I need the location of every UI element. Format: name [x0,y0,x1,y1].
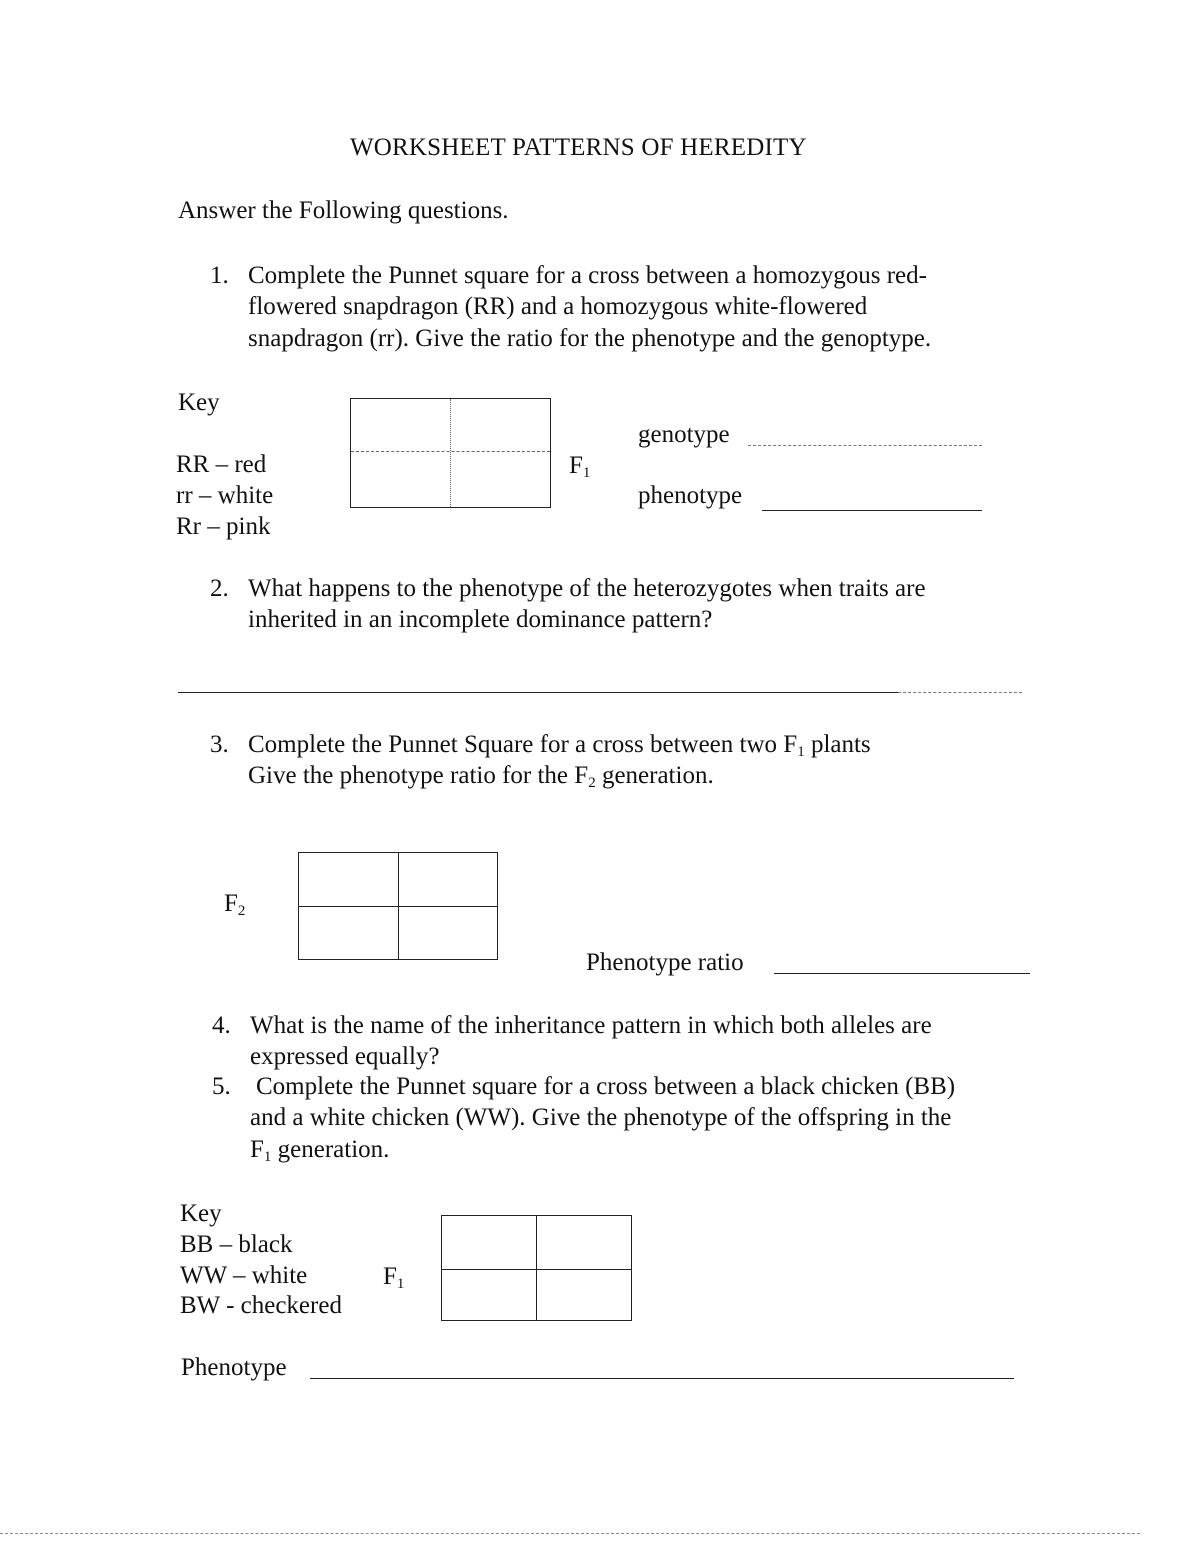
q1-key-item: rr – white [176,482,274,509]
q1-phenotype-answer-line[interactable] [762,510,982,511]
q3-ratio-label: Phenotype ratio [586,949,744,976]
scan-edge-line [0,1533,1140,1534]
punnett-divider [450,399,451,507]
q5-key-item: BW - checkered [180,1292,342,1319]
q5-text-line: and a white chicken (WW). Give the phenotype of the offspring in the [250,1104,952,1131]
q3-text-line: Complete the Punnet Square for a cross between two $F_1$ plants [248,731,871,760]
punnett-divider [299,906,497,907]
q4-text-line: expressed equally? [250,1043,440,1070]
q2-answer-line-end [898,692,1022,693]
instructions: Answer the Following questions. [178,197,509,224]
q5-number: 5. [212,1073,231,1100]
punnett-divider [351,451,550,452]
q5-phenotype-answer-line[interactable] [310,1378,1014,1379]
q1-phenotype-label: phenotype [638,482,743,509]
q3-generation-label: $F_2$ [224,890,246,919]
q1-text-line: Complete the Punnet square for a cross between a homozygous red- [248,262,927,289]
q2-answer-line[interactable] [178,692,898,693]
q4-text-line: What is the name of the inheritance pattern in which both alleles are [250,1012,932,1039]
q1-genotype-answer-line[interactable] [748,445,982,446]
q3-text-line: Give the phenotype ratio for the $F_2$ generation. [248,762,714,791]
q2-text-line: What happens to the phenotype of the heterozygotes when traits are [248,575,926,602]
q5-generation-label: $F_1$ [383,1263,405,1292]
q1-text-line: snapdragon (rr). Give the ratio for the phenotype and the genoptype. [248,325,932,352]
q4-number: 4. [212,1012,231,1039]
q3-punnett-square[interactable] [298,852,498,960]
q5-key-item: BB – black [180,1231,293,1258]
q1-key-item: RR – red [176,451,267,478]
q1-genotype-label: genotype [638,421,730,448]
q5-punnett-square[interactable] [441,1215,632,1321]
q5-key-item: WW – white [180,1262,308,1289]
q1-text-line: flowered snapdragon (RR) and a homozygous white-flowered [248,293,868,320]
punnett-divider [442,1269,631,1270]
q1-key-title: Key [178,389,220,416]
q1-generation-label: $F_1$ [569,452,591,481]
q5-text-line: $F_1$ generation. [250,1136,390,1165]
q1-key-item: Rr – pink [176,513,271,540]
q2-number: 2. [210,575,229,602]
punnett-divider [536,1216,537,1320]
q5-key-title: Key [180,1200,222,1227]
q2-text-line: inherited in an incomplete dominance pattern? [248,606,713,633]
q1-number: 1. [210,262,229,289]
page-title: WORKSHEET PATTERNS OF HEREDITY [350,134,807,161]
q5-phenotype-label: Phenotype [181,1354,287,1381]
q3-ratio-answer-line[interactable] [774,973,1030,974]
q1-punnett-square[interactable] [350,398,551,508]
q3-number: 3. [210,731,229,758]
q5-text-line: Complete the Punnet square for a cross between a black chicken (BB) [256,1073,956,1100]
